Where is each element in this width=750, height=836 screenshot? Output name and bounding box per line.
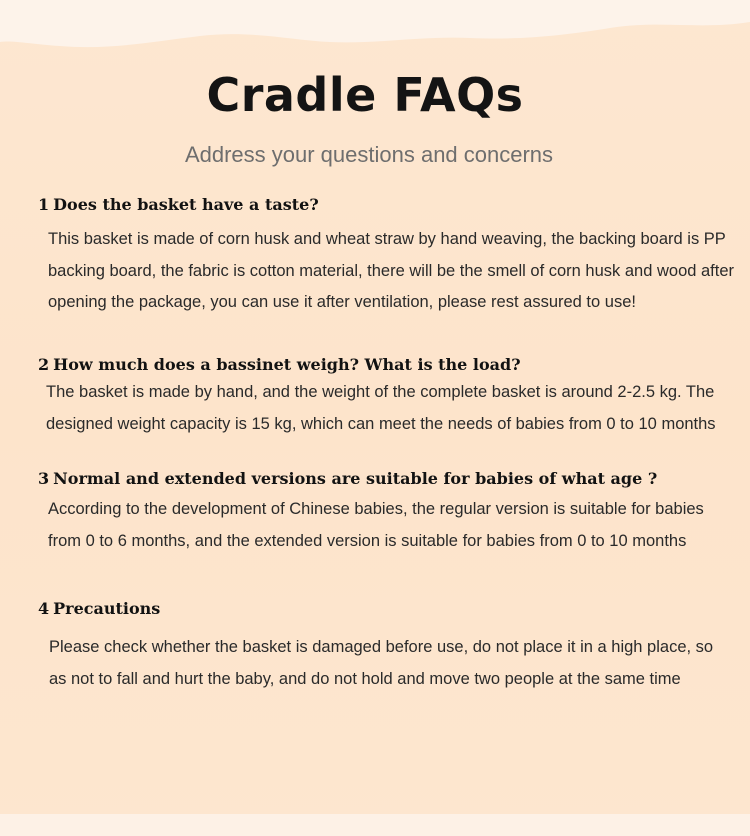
faq-answer-4: Please check whether the basket is damaged before use, do not place it in a high place, so as not to fall and hurt the baby, and do not hold and move two people at the same time: [49, 638, 714, 688]
faq-number: 3: [38, 469, 50, 488]
faq-answer-2: The basket is made by hand, and the weight of the complete basket is around 2-2.5 kg. The designed weight capacity is 15 kg, which can meet the needs of babies from 0 to 10 months: [46, 383, 716, 433]
faq-question-text: Precautions: [53, 599, 161, 618]
bottom-border-band: [0, 814, 750, 836]
faq-number: 4: [38, 599, 50, 618]
faq-question-3: [38, 469, 657, 488]
faq-question-text: Normal and extended versions are suitable for babies of what age ?: [53, 469, 658, 488]
faq-question-4: [38, 599, 160, 618]
faq-question-1: [38, 195, 319, 214]
top-wave-decoration: [0, 0, 750, 60]
faq-number: 1: [38, 195, 50, 214]
faq-number: 2: [38, 355, 50, 374]
faq-answer-1: This basket is made of corn husk and wheat straw by hand weaving, the backing board is PP backing board, the fabric is cotton material, there will be the smell of corn husk and wood after opening the package, you can use it after ventilation, please rest assured to use!: [48, 230, 735, 311]
faq-answer-3: According to the development of Chinese babies, the regular version is suitable for babies from 0 to 6 months, and the extended version is suitable for babies from 0 to 10 months: [48, 500, 704, 550]
page-title: Cradle FAQs: [206, 68, 524, 122]
faq-question-text: Does the basket have a taste?: [53, 195, 319, 214]
faq-question-text: How much does a bassinet weigh? What is the load?: [53, 355, 521, 374]
page-subtitle: Address your questions and concerns: [184, 142, 554, 167]
faq-question-2: [38, 355, 521, 374]
